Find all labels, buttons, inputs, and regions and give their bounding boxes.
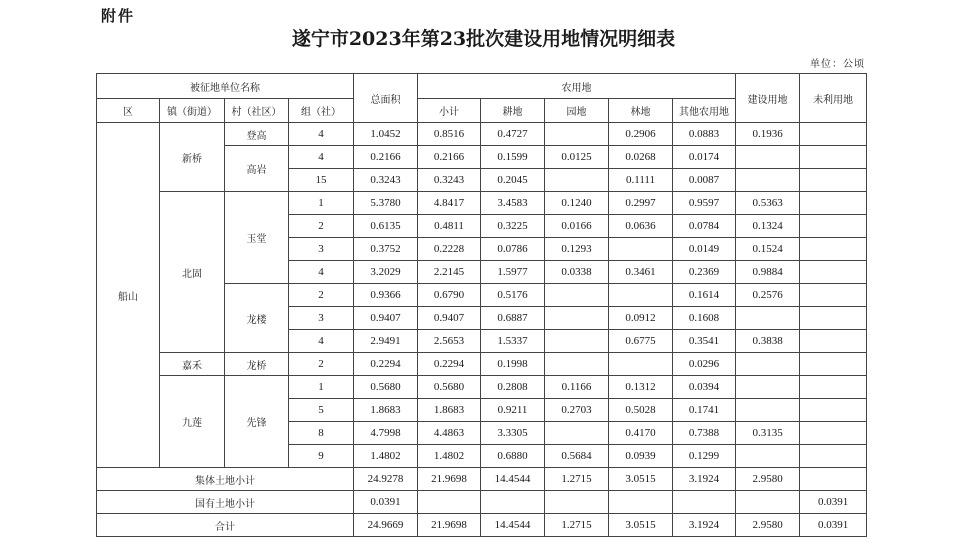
- cell-other: 0.3541: [673, 330, 736, 353]
- cell-garden: 0.1293: [545, 238, 609, 261]
- summary-unused: [800, 468, 867, 491]
- cell-garden: 0.0166: [545, 215, 609, 238]
- summary-total: 24.9278: [354, 468, 418, 491]
- summary-label: 集体土地小计: [97, 468, 354, 491]
- cell-total: 1.4802: [354, 445, 418, 468]
- cell-forest: 0.0939: [609, 445, 673, 468]
- cell-sub: 2.5653: [418, 330, 481, 353]
- cell-unused: [800, 192, 867, 215]
- cell-total: 2.9491: [354, 330, 418, 353]
- cell-construction: 0.1524: [736, 238, 800, 261]
- cell-arable: 0.0786: [481, 238, 545, 261]
- cell-other: 0.9597: [673, 192, 736, 215]
- summary-row: [97, 491, 867, 514]
- header-row-1: [97, 74, 867, 99]
- cell-arable: 0.9211: [481, 399, 545, 422]
- cell-garden: 0.2703: [545, 399, 609, 422]
- cell-total: 5.3780: [354, 192, 418, 215]
- cell-construction: 0.9884: [736, 261, 800, 284]
- cell-forest: [609, 284, 673, 307]
- summary-sub: 21.9698: [418, 514, 481, 537]
- cell-garden: [545, 284, 609, 307]
- cell-forest: [609, 238, 673, 261]
- cell-forest: 0.3461: [609, 261, 673, 284]
- header-total-area: 总面积: [354, 74, 418, 123]
- cell-garden: 0.1240: [545, 192, 609, 215]
- cell-town: 新桥: [160, 123, 225, 192]
- cell-forest: 0.2906: [609, 123, 673, 146]
- cell-sub: 0.9407: [418, 307, 481, 330]
- cell-village: 先锋: [225, 376, 289, 468]
- cell-sub: 2.2145: [418, 261, 481, 284]
- header-garden: 园地: [545, 99, 609, 123]
- header-village: 村（社区）: [225, 99, 289, 123]
- cell-other: 0.2369: [673, 261, 736, 284]
- header-arable: 耕地: [481, 99, 545, 123]
- cell-garden: 0.1166: [545, 376, 609, 399]
- cell-forest: 0.2997: [609, 192, 673, 215]
- cell-district: 船山: [97, 123, 160, 468]
- table-row: [97, 353, 867, 376]
- summary-sub: 21.9698: [418, 468, 481, 491]
- cell-group: 9: [289, 445, 354, 468]
- cell-sub: 0.2166: [418, 146, 481, 169]
- summary-garden: [545, 491, 609, 514]
- cell-unused: [800, 169, 867, 192]
- cell-total: 0.9407: [354, 307, 418, 330]
- cell-other: 0.0149: [673, 238, 736, 261]
- summary-unused: 0.0391: [800, 491, 867, 514]
- cell-arable: 1.5977: [481, 261, 545, 284]
- summary-row: [97, 468, 867, 491]
- cell-sub: 1.8683: [418, 399, 481, 422]
- cell-arable: 0.1998: [481, 353, 545, 376]
- cell-village: 龙桥: [225, 353, 289, 376]
- cell-sub: 0.5680: [418, 376, 481, 399]
- cell-arable: 1.5337: [481, 330, 545, 353]
- cell-town: 嘉禾: [160, 353, 225, 376]
- cell-other: 0.0087: [673, 169, 736, 192]
- table-body: [97, 123, 867, 468]
- land-detail-table: [96, 73, 867, 537]
- cell-other: 0.0784: [673, 215, 736, 238]
- cell-garden: [545, 123, 609, 146]
- cell-unused: [800, 215, 867, 238]
- cell-garden: 0.0338: [545, 261, 609, 284]
- cell-forest: 0.0636: [609, 215, 673, 238]
- cell-sub: 4.8417: [418, 192, 481, 215]
- summary-forest: 3.0515: [609, 468, 673, 491]
- cell-arable: 0.2045: [481, 169, 545, 192]
- cell-unused: [800, 445, 867, 468]
- summary-row: [97, 514, 867, 537]
- cell-garden: 0.0125: [545, 146, 609, 169]
- summary-arable: 14.4544: [481, 468, 545, 491]
- cell-group: 2: [289, 215, 354, 238]
- cell-unused: [800, 399, 867, 422]
- cell-construction: 0.1936: [736, 123, 800, 146]
- cell-forest: 0.0268: [609, 146, 673, 169]
- cell-arable: 0.3225: [481, 215, 545, 238]
- cell-unused: [800, 376, 867, 399]
- cell-unused: [800, 284, 867, 307]
- cell-construction: 0.1324: [736, 215, 800, 238]
- summary-unused: 0.0391: [800, 514, 867, 537]
- header-forest: 林地: [609, 99, 673, 123]
- summary-construction: 2.9580: [736, 468, 800, 491]
- cell-other: 0.0296: [673, 353, 736, 376]
- cell-garden: 0.5684: [545, 445, 609, 468]
- cell-forest: [609, 353, 673, 376]
- cell-garden: [545, 169, 609, 192]
- summary-other: 3.1924: [673, 468, 736, 491]
- cell-unused: [800, 422, 867, 445]
- cell-total: 0.3752: [354, 238, 418, 261]
- cell-sub: 4.4863: [418, 422, 481, 445]
- cell-unused: [800, 330, 867, 353]
- cell-group: 4: [289, 261, 354, 284]
- cell-arable: 3.3305: [481, 422, 545, 445]
- cell-construction: 0.5363: [736, 192, 800, 215]
- summary-other: 3.1924: [673, 514, 736, 537]
- header-group: 组（社）: [289, 99, 354, 123]
- cell-total: 4.7998: [354, 422, 418, 445]
- cell-total: 0.2294: [354, 353, 418, 376]
- cell-arable: 0.1599: [481, 146, 545, 169]
- cell-arable: 0.4727: [481, 123, 545, 146]
- cell-forest: 0.0912: [609, 307, 673, 330]
- summary-sub: [418, 491, 481, 514]
- cell-other: 0.1608: [673, 307, 736, 330]
- summary-label: 合计: [97, 514, 354, 537]
- header-land-unit: 被征地单位名称: [97, 74, 354, 99]
- cell-sub: 0.4811: [418, 215, 481, 238]
- cell-garden: [545, 422, 609, 445]
- cell-other: 0.1299: [673, 445, 736, 468]
- cell-construction: [736, 376, 800, 399]
- cell-town: 北固: [160, 192, 225, 353]
- cell-total: 3.2029: [354, 261, 418, 284]
- cell-construction: [736, 445, 800, 468]
- cell-total: 0.2166: [354, 146, 418, 169]
- header-agri-land: 农用地: [418, 74, 736, 99]
- cell-forest: 0.5028: [609, 399, 673, 422]
- cell-group: 2: [289, 353, 354, 376]
- unit-label: 单位：公顷: [810, 59, 865, 70]
- table-row: [97, 192, 867, 215]
- header-subtotal: 小计: [418, 99, 481, 123]
- cell-arable: 0.5176: [481, 284, 545, 307]
- summary-garden: 1.2715: [545, 468, 609, 491]
- cell-group: 5: [289, 399, 354, 422]
- cell-group: 1: [289, 192, 354, 215]
- header-town: 镇（街道）: [160, 99, 225, 123]
- cell-construction: 0.3135: [736, 422, 800, 445]
- cell-total: 0.3243: [354, 169, 418, 192]
- cell-sub: 0.6790: [418, 284, 481, 307]
- cell-group: 2: [289, 284, 354, 307]
- cell-forest: 0.1312: [609, 376, 673, 399]
- cell-group: 8: [289, 422, 354, 445]
- cell-other: 0.1741: [673, 399, 736, 422]
- summary-total: 24.9669: [354, 514, 418, 537]
- cell-other: 0.7388: [673, 422, 736, 445]
- cell-construction: [736, 399, 800, 422]
- cell-town: 九莲: [160, 376, 225, 468]
- cell-forest: 0.1111: [609, 169, 673, 192]
- summary-total: 0.0391: [354, 491, 418, 514]
- cell-other: 0.0394: [673, 376, 736, 399]
- summary-construction: 2.9580: [736, 514, 800, 537]
- cell-group: 1: [289, 376, 354, 399]
- cell-construction: [736, 307, 800, 330]
- cell-group: 3: [289, 238, 354, 261]
- cell-unused: [800, 238, 867, 261]
- cell-construction: [736, 353, 800, 376]
- cell-village: 龙楼: [225, 284, 289, 353]
- cell-group: 4: [289, 123, 354, 146]
- cell-unused: [800, 146, 867, 169]
- header-district: 区: [97, 99, 160, 123]
- cell-sub: 0.2228: [418, 238, 481, 261]
- cell-construction: [736, 169, 800, 192]
- cell-forest: 0.4170: [609, 422, 673, 445]
- cell-forest: 0.6775: [609, 330, 673, 353]
- cell-village: 玉堂: [225, 192, 289, 284]
- cell-group: 3: [289, 307, 354, 330]
- cell-sub: 1.4802: [418, 445, 481, 468]
- cell-group: 4: [289, 330, 354, 353]
- summary-forest: 3.0515: [609, 514, 673, 537]
- cell-arable: 0.6880: [481, 445, 545, 468]
- cell-total: 0.9366: [354, 284, 418, 307]
- cell-garden: [545, 353, 609, 376]
- cell-construction: 0.2576: [736, 284, 800, 307]
- document-title: 遂宁市2023年第23批次建设用地情况明细表: [291, 28, 676, 50]
- cell-total: 0.5680: [354, 376, 418, 399]
- cell-arable: 0.2808: [481, 376, 545, 399]
- cell-sub: 0.8516: [418, 123, 481, 146]
- cell-garden: [545, 307, 609, 330]
- cell-group: 15: [289, 169, 354, 192]
- cell-unused: [800, 123, 867, 146]
- cell-arable: 0.6887: [481, 307, 545, 330]
- cell-group: 4: [289, 146, 354, 169]
- cell-construction: [736, 146, 800, 169]
- cell-unused: [800, 307, 867, 330]
- table-row: [97, 123, 867, 146]
- cell-total: 1.0452: [354, 123, 418, 146]
- summary-garden: 1.2715: [545, 514, 609, 537]
- table-summary: [97, 468, 867, 537]
- cell-construction: 0.3838: [736, 330, 800, 353]
- header-unused-land: 未利用地: [800, 74, 867, 123]
- header-other-agri: 其他农用地: [673, 99, 736, 123]
- cell-arable: 3.4583: [481, 192, 545, 215]
- summary-other: [673, 491, 736, 514]
- summary-forest: [609, 491, 673, 514]
- cell-village: 登高: [225, 123, 289, 146]
- attachment-label: 附件: [101, 7, 136, 25]
- cell-unused: [800, 353, 867, 376]
- cell-total: 1.8683: [354, 399, 418, 422]
- summary-arable: [481, 491, 545, 514]
- summary-arable: 14.4544: [481, 514, 545, 537]
- cell-other: 0.0883: [673, 123, 736, 146]
- cell-garden: [545, 330, 609, 353]
- summary-label: 国有土地小计: [97, 491, 354, 514]
- cell-village: 高岩: [225, 146, 289, 192]
- cell-total: 0.6135: [354, 215, 418, 238]
- cell-unused: [800, 261, 867, 284]
- cell-sub: 0.2294: [418, 353, 481, 376]
- header-construction-land: 建设用地: [736, 74, 800, 123]
- cell-other: 0.1614: [673, 284, 736, 307]
- cell-other: 0.0174: [673, 146, 736, 169]
- cell-sub: 0.3243: [418, 169, 481, 192]
- table-row: [97, 376, 867, 399]
- summary-construction: [736, 491, 800, 514]
